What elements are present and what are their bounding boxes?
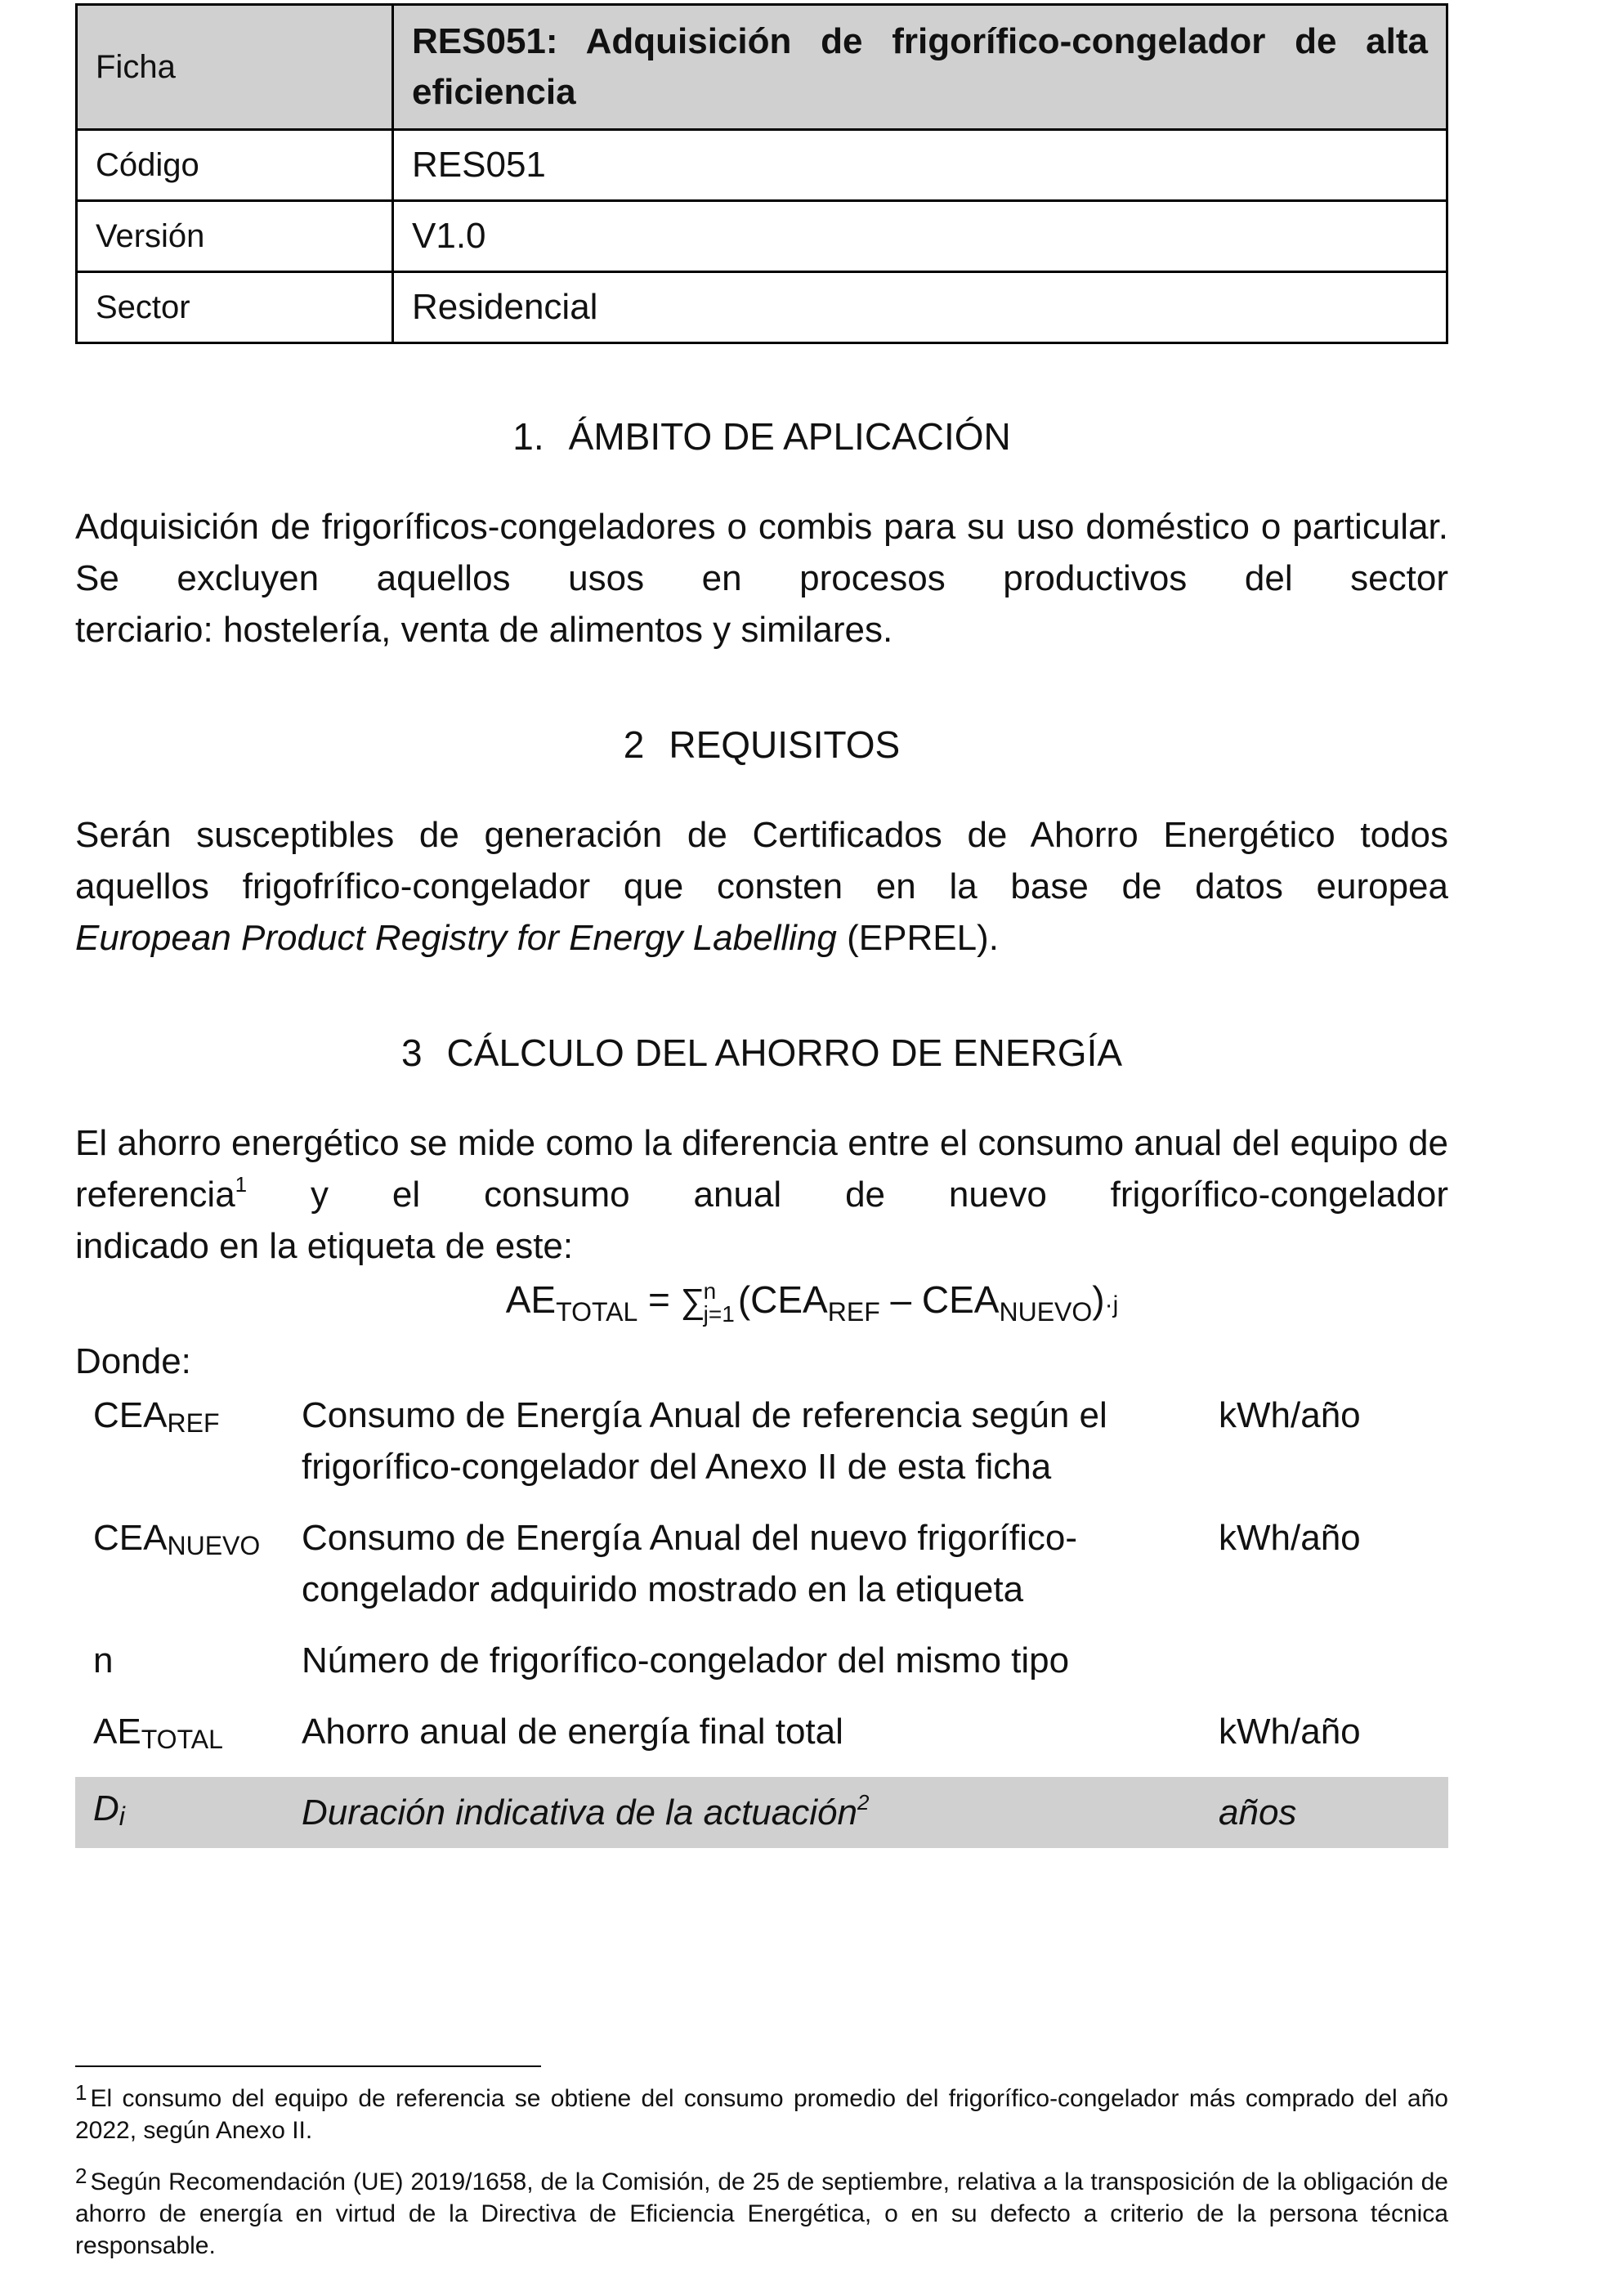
formula-tail: ·j (1104, 1291, 1119, 1318)
section-title: CÁLCULO DEL AHORRO DE ENERGÍA (446, 1032, 1123, 1074)
sum-upper: n (703, 1278, 717, 1304)
variable-unit: kWh/año (1219, 1395, 1361, 1435)
variable-row (75, 1390, 1448, 1512)
ficha-row-value: RES051 (393, 130, 1447, 201)
savings-formula (0, 1275, 1624, 1336)
formula-close-paren: ) (1092, 1278, 1105, 1321)
eprel-abbr: (EPREL). (836, 918, 999, 958)
sum-limits (704, 1280, 735, 1326)
symbol-text: AE (93, 1712, 141, 1752)
symbol-sub: TOTAL (141, 1725, 223, 1754)
donde-label: Donde: (75, 1341, 191, 1381)
paragraph-text: y el consumo anual de nuevo frigorífico-congelador (247, 1175, 1448, 1215)
variable-row (75, 1512, 1448, 1635)
footnote-text: El consumo del equipo de referencia se obtiene del consumo promedio del frigorífico-congelador más comprado del año 2022, según Anexo II. (75, 2085, 1448, 2144)
variable-row-highlighted (75, 1777, 1448, 1848)
footnote-1 (75, 2080, 1448, 2146)
footnote-2 (75, 2166, 1448, 2262)
variable-description: Número de frigorífico-congelador del mismo tipo (302, 1640, 1070, 1680)
symbol-text: n (93, 1640, 114, 1680)
ficha-row-value: Residencial (393, 272, 1447, 343)
paragraph-line: El ahorro energético se mide como la diferencia entre el consumo anual del (75, 1123, 1281, 1163)
footnote-marker: 2 (75, 2164, 87, 2188)
ficha-table (75, 3, 1448, 344)
variables-table (75, 1390, 1448, 1848)
variable-symbol (75, 1777, 302, 1848)
ficha-row-label: Sector (77, 272, 393, 343)
symbol-sub: REF (167, 1408, 220, 1438)
paragraph-line (75, 912, 1448, 964)
paragraph-line: aquellos frigofrífico-congelador que consten en la base de datos europea (75, 866, 1448, 906)
eprel-name: European Product Registry for Energy Labelling (75, 918, 837, 958)
formula-equals: = (648, 1278, 670, 1321)
symbol-text: CEA (93, 1518, 168, 1558)
ficha-row-codigo (77, 130, 1447, 201)
variable-unit: años (1201, 1777, 1448, 1848)
section-heading-2 (75, 720, 1448, 769)
variable-symbol (75, 1390, 302, 1512)
variable-symbol (75, 1706, 302, 1777)
description-line: congelador adquirido mostrado en la etiqueta (302, 1569, 1024, 1609)
variable-symbol (75, 1512, 302, 1635)
formula-term1-sub: REF (827, 1297, 880, 1327)
variable-unit: kWh/año (1219, 1712, 1361, 1752)
formula-lhs-sub: TOTAL (556, 1297, 638, 1327)
description-line: Duración indicativa de la actuación (302, 1792, 857, 1833)
paragraph-line: Adquisición de frigoríficos-congeladores o combis para su uso doméstico o (75, 507, 1282, 547)
paragraph-line: terciario: hostelería, venta de alimentos y similares. (75, 610, 893, 650)
footnote-text: Según Recomendación (UE) 2019/1658, de la Comisión, de 25 de septiembre, relativa a la transposición de la obligación de ahorro de energía en virtud de la Directiva de Eficiencia Energética, o en su defecto a criterio de la persona técnica responsable. (75, 2168, 1448, 2259)
variable-description (302, 1777, 1201, 1848)
paragraph-line: Serán susceptibles de generación de Certificados de Ahorro Energético todos (75, 815, 1448, 855)
sigma-icon: ∑ (680, 1282, 705, 1320)
ficha-row-sector (77, 272, 1447, 343)
formula-lhs: AE (505, 1278, 557, 1321)
section-heading-1 (75, 412, 1448, 461)
description-line: Consumo de Energía Anual de referencia según el (302, 1395, 1107, 1435)
symbol-sub: i (119, 1801, 125, 1831)
symbol-sub: NUEVO (167, 1531, 261, 1560)
description-line: frigorífico-congelador del Anexo II de esta ficha (302, 1447, 1052, 1487)
ficha-header-row (77, 5, 1447, 130)
variable-row (75, 1706, 1448, 1777)
variable-description (302, 1390, 1201, 1512)
formula-term1: CEA (750, 1278, 828, 1321)
variable-description (302, 1512, 1201, 1635)
ficha-title: RES051: Adquisición de frigorífico-congelador de alta eficiencia (393, 5, 1447, 130)
footnote-ref-2[interactable]: 2 (857, 1790, 870, 1815)
ficha-header-label: Ficha (77, 5, 393, 130)
variable-unit (1201, 1635, 1448, 1706)
footnote-marker: 1 (75, 2080, 87, 2105)
variable-description: Ahorro anual de energía final total (302, 1712, 843, 1752)
variable-row (75, 1635, 1448, 1706)
section-2-paragraph (75, 809, 1448, 964)
ficha-row-label: Versión (77, 201, 393, 272)
section-heading-3 (75, 1028, 1448, 1077)
ficha-row-value: V1.0 (393, 201, 1447, 272)
symbol-text: CEA (93, 1395, 168, 1435)
variable-unit: kWh/año (1219, 1518, 1361, 1558)
section-1-paragraph (75, 501, 1448, 656)
symbol-text: D (93, 1788, 119, 1828)
section-title: ÁMBITO DE APLICACIÓN (568, 415, 1011, 458)
footnote-separator (75, 2065, 541, 2067)
formula-minus: – (890, 1278, 912, 1321)
paragraph-line: particular. Se excluyen aquellos usos en procesos productivos del sector (75, 507, 1448, 598)
formula-term2: CEA (921, 1278, 1000, 1321)
section-3-paragraph (75, 1117, 1448, 1272)
ficha-row-label: Código (77, 130, 393, 201)
paragraph-text: equipo de referencia (75, 1123, 1448, 1215)
variable-symbol (75, 1635, 302, 1706)
sum-lower: j=1 (703, 1300, 735, 1327)
description-line: Consumo de Energía Anual del nuevo frigorífico- (302, 1518, 1078, 1558)
paragraph-line: indicado en la etiqueta de este: (75, 1226, 574, 1266)
section-number: 2 (623, 723, 645, 766)
section-title: REQUISITOS (669, 723, 901, 766)
footnote-ref-1[interactable]: 1 (235, 1172, 248, 1197)
formula-term2-sub: NUEVO (999, 1297, 1093, 1327)
section-number: 1. (512, 415, 544, 458)
section-number: 3 (400, 1032, 423, 1074)
formula-open-paren: ( (737, 1278, 751, 1321)
ficha-row-version (77, 201, 1447, 272)
